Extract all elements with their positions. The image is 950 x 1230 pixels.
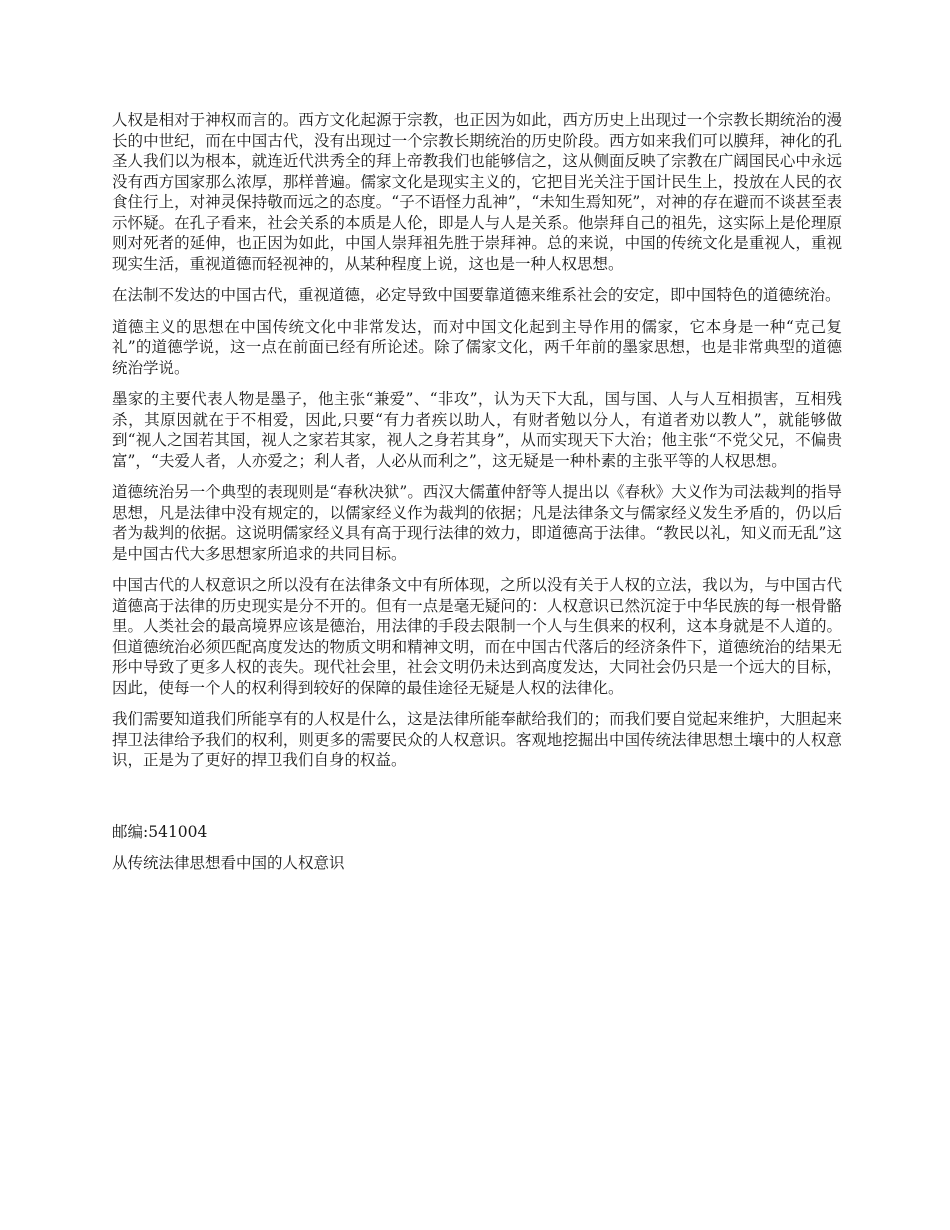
- paragraph-3: 道德主义的思想在中国传统文化中非常发达，而对中国文化起到主导作用的儒家，它本身是一种“克己复礼”的道德学说，这一点在前面已经有所论述。除了儒家文化，两千年前的墨家思想，也是非常典型的道德统治学说。: [112, 317, 842, 377]
- paragraph-5: 道德统治另一个典型的表现则是“春秋决狱”。西汉大儒董仲舒等人提出以《春秋》大义作为司法裁判的指导思想，凡是法律中没有规定的，以儒家经义作为裁判的依据；凡是法律条文与儒家经义发生矛盾的，仍以后者为裁判的依据。这说明儒家经义具有高于现行法律的效力，即道德高于法律。“教民以礼，知义而无乱”这是中国古代大多思想家所追求的共同目标。: [112, 483, 842, 563]
- paragraph-4: 墨家的主要代表人物是墨子，他主张“兼爱”、“非攻”，认为天下大乱，国与国、人与人互相损害，互相残杀，其原因就在于不相爱，因此,只要“有力者疾以助人，有财者勉以分人，有道者劝以教人”，就能够做到“视人之国若其国，视人之家若其家，视人之身若其身”，从而实现天下大治；他主张“不党父兄，不偏贵富”，“夫爱人者，人亦爱之；利人者，人必从而利之”，这无疑是一种朴素的主张平等的人权思想。: [112, 390, 842, 470]
- paragraph-2: 在法制不发达的中国古代，重视道德，必定导致中国要靠道德来维系社会的安定，即中国特色的道德统治。: [112, 286, 841, 304]
- postal-code: 邮编:541004: [112, 822, 208, 841]
- paragraph-6: 中国古代的人权意识之所以没有在法律条文中有所体现，之所以没有关于人权的立法，我以为，与中国古代道德高于法律的历史现实是分不开的。但有一点是毫无疑问的：人权意识已然沉淀于中华民族的每一根骨骼里。人类社会的最高境界应该是德治，用法律的手段去限制一个人与生俱来的权利，这本身就是不人道的。但道德统治必须匹配高度发达的物质文明和精神文明，而在中国古代落后的经济条件下，道德统治的结果无形中导致了更多人权的丧失。现代社会里，社会文明仍未达到高度发达，大同社会仍只是一个远大的目标，因此，使每一个人的权利得到较好的保障的最佳途径无疑是人权的法律化。: [112, 576, 842, 697]
- paragraph-7: 我们需要知道我们所能享有的人权是什么，这是法律所能奉献给我们的；而我们要自觉起来维护，大胆起来捍卫法律给予我们的权利，则更多的需要民众的人权意识。客观地挖掘出中国传统法律思想土壤中的人权意识，正是为了更好的捍卫我们自身的权益。: [112, 710, 842, 769]
- section-spacer: [112, 782, 842, 822]
- document-page: [112, 110, 842, 885]
- paragraph-1: 人权是相对于神权而言的。西方文化起源于宗教，也正因为如此，西方历史上出现过一个宗教长期统治的漫长的中世纪，而在中国古代，没有出现过一个宗教长期统治的历史阶段。西方如来我们可以膜拜，神化的孔圣人我们以为根本，就连近代洪秀全的拜上帝教我们也能够信之，这从侧面反映了宗教在广阔国民心中永远没有西方国家那么浓厚，那样普遍。儒家文化是现实主义的，它把目光关注于国计民生上，投放在人民的衣食住行上，对神灵保持敬而远之的态度。“子不语怪力乱神”，“未知生焉知死”，对神的存在避而不谈甚至表示怀疑。在孔子看来，社会关系的本质是人伦，即是人与人是关系。他崇拜自己的祖先，这实际上是伦理原则对死者的延伸，也正因为如此，中国人崇拜祖先胜于崇拜神。总的来说，中国的传统文化是重视人，重视现实生活，重视道德而轻视神的，从某种程度上说，这也是一种人权思想。: [112, 111, 842, 273]
- article-title: 从传统法律思想看中国的人权意识: [112, 854, 345, 872]
